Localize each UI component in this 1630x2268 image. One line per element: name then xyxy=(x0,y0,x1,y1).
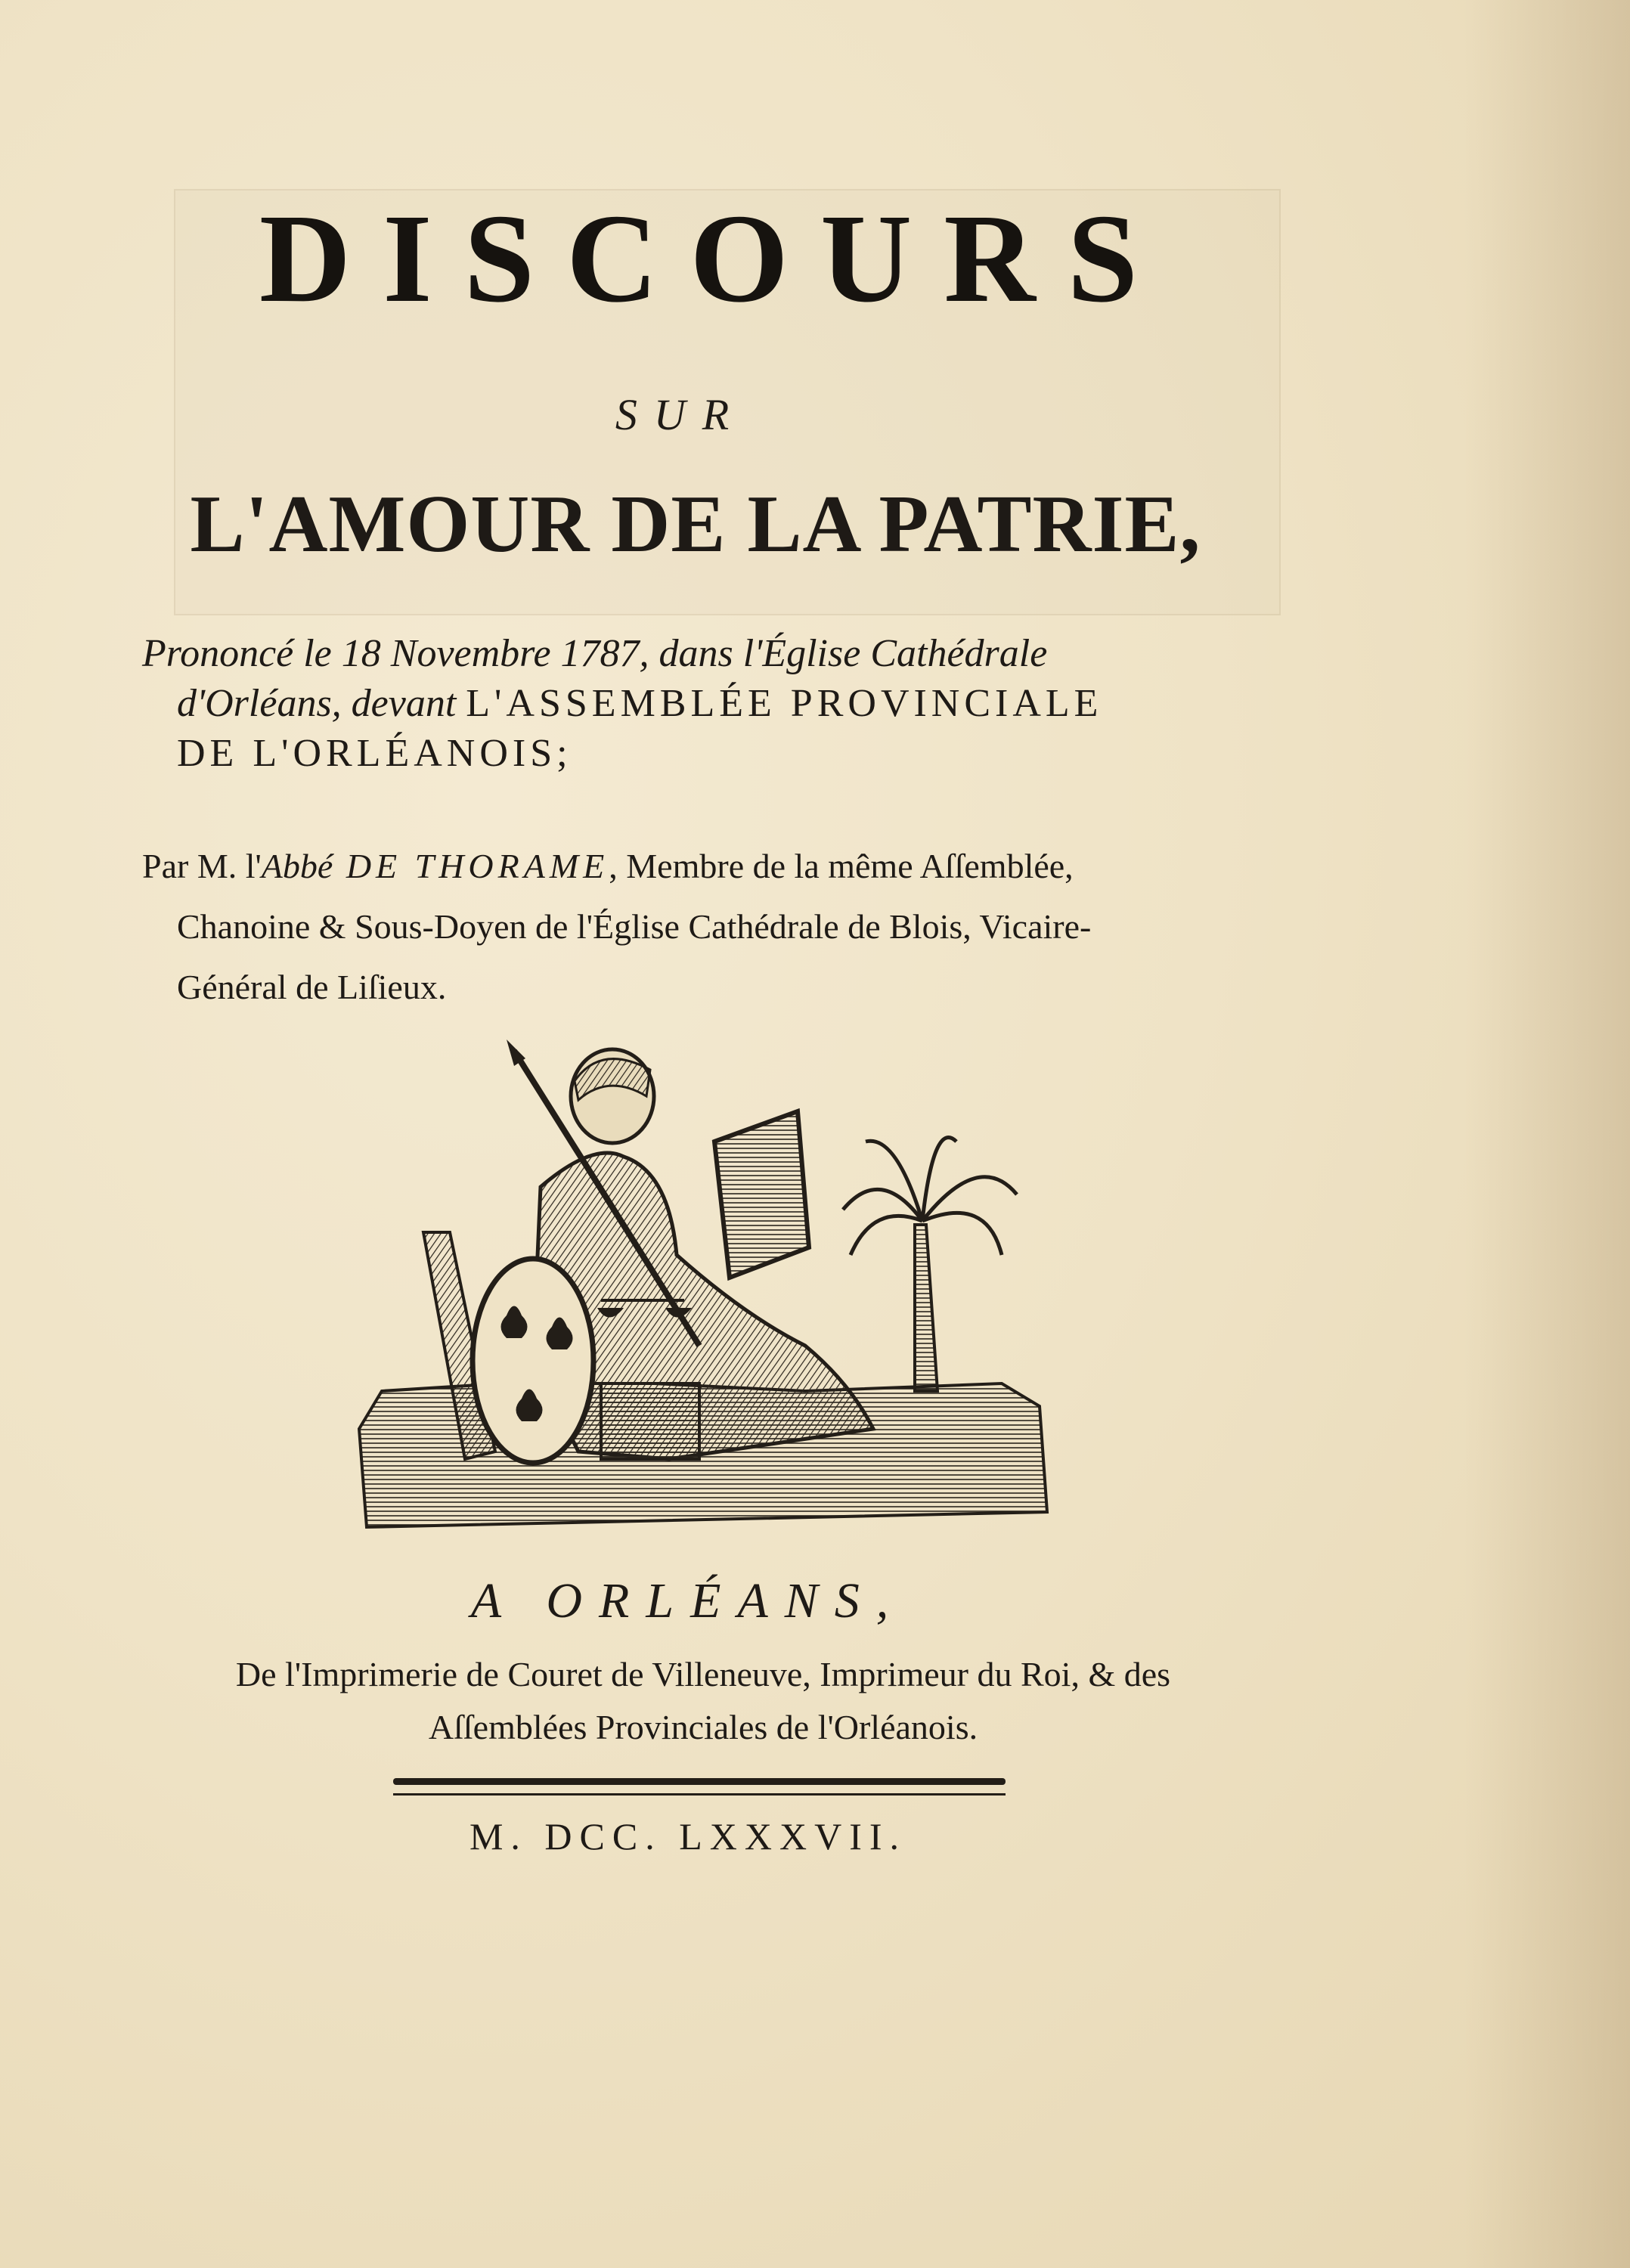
author-abbe: Abbé xyxy=(261,847,333,885)
pronounced-line-2 xyxy=(142,679,1261,729)
imprint-date: M. DCC. LXXXVII. xyxy=(469,1815,907,1857)
printer-paragraph xyxy=(113,1648,1293,1754)
thick-rule xyxy=(393,1778,1006,1785)
author-prefix: Par M. l' xyxy=(142,847,262,885)
author-line-1 xyxy=(142,836,1261,897)
pronounced-line-3: DE L'ORLÉANOIS; xyxy=(177,732,572,775)
allegorical-woodcut xyxy=(352,1028,1055,1542)
author-name: DE THORAME xyxy=(333,847,609,885)
imprint-place: A ORLÉANS, xyxy=(470,1573,906,1628)
subject-title: L'AMOUR DE LA PATRIE, xyxy=(190,479,1201,569)
main-title: DISCOURS xyxy=(259,188,1170,329)
author-line-3: Général de Liſieux. xyxy=(177,968,447,1006)
pronounced-line-1: Prononcé le 18 Novembre 1787, dans l'Église Cathédrale xyxy=(142,632,1048,675)
thin-rule xyxy=(393,1793,1006,1796)
printer-line-1: De l'Imprimerie de Couret de Villeneuve, Imprimeur du Roi, & des xyxy=(235,1655,1171,1693)
pronounced-line-2-italic: d'Orléans, devant xyxy=(177,682,466,725)
subtitle-sur: SUR xyxy=(615,390,746,439)
author-role: , Membre de la même Aſſemblée, xyxy=(609,847,1074,885)
author-line-2: Chanoine & Sous-Doyen de l'Église Cathédrale de Blois, Vicaire- xyxy=(177,907,1092,946)
assembly-name: L'ASSEMBLÉE PROVINCIALE xyxy=(466,682,1103,725)
page-edge-shadow xyxy=(1464,0,1630,2268)
pronounced-paragraph xyxy=(142,629,1261,779)
author-paragraph xyxy=(142,836,1261,1018)
printer-line-2: Aſſemblées Provinciales de l'Orléanois. xyxy=(428,1708,978,1746)
